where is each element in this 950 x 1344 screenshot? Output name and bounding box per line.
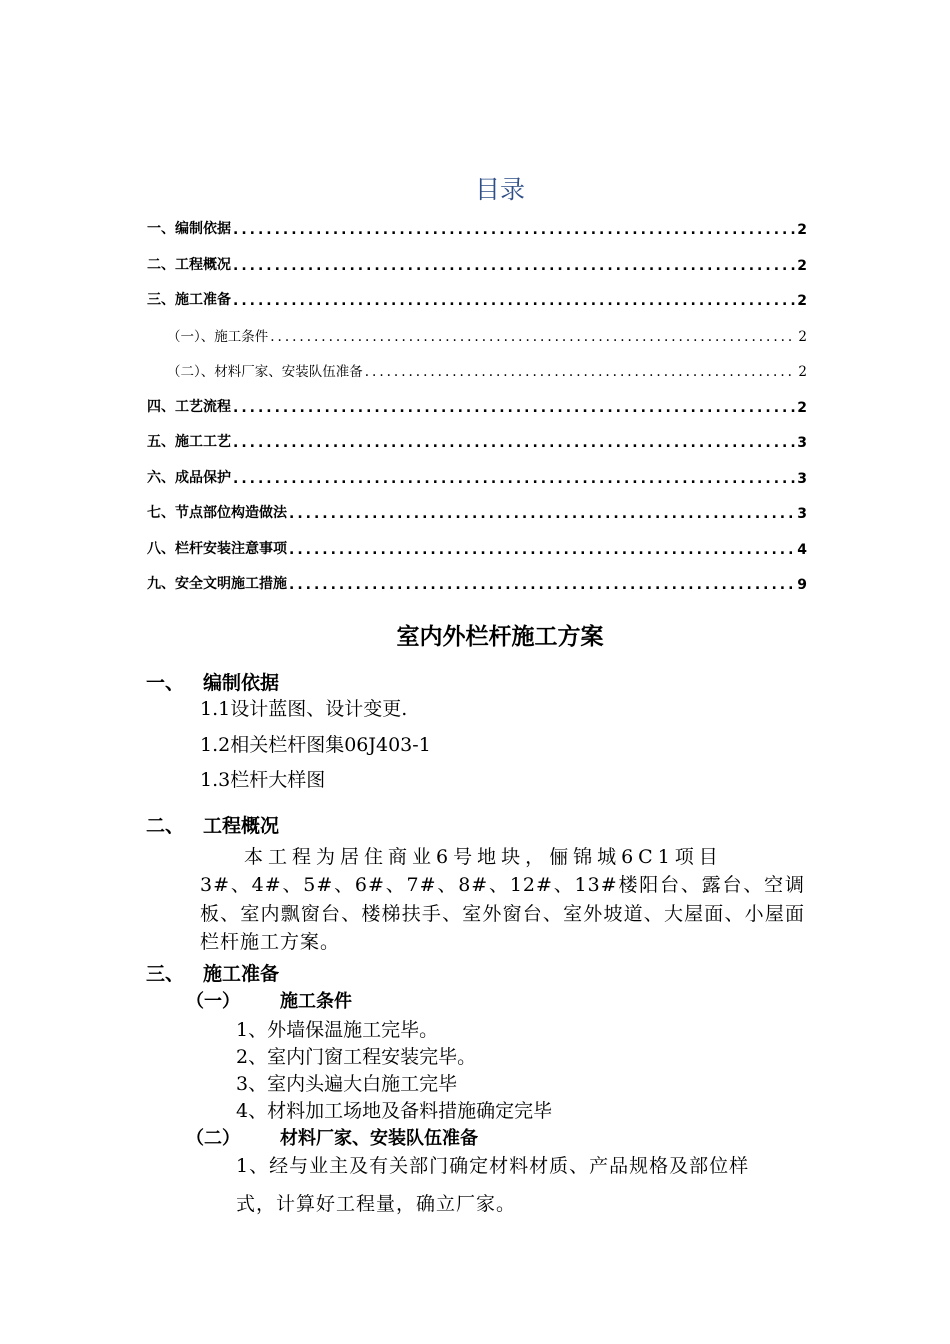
subsection-number: （二） — [186, 1128, 240, 1149]
toc-entry-page: 2 — [797, 222, 807, 238]
toc-entry[interactable] — [147, 218, 807, 238]
toc-subentry[interactable] — [167, 325, 807, 345]
toc-entry-page: 3 — [797, 506, 807, 522]
toc-leader-dots — [289, 577, 795, 593]
list-item: 1.2相关栏杆图集06J403-1 — [200, 734, 431, 756]
toc-entry-label: 三、施工准备 — [147, 292, 231, 308]
toc-leader-dots — [233, 258, 795, 274]
toc-entry-page: 2 — [798, 329, 807, 345]
section-number: 一、 — [146, 672, 185, 694]
toc-entry-page: 2 — [797, 258, 807, 274]
toc-leader-dots — [233, 400, 795, 416]
toc-subentry[interactable] — [167, 360, 807, 380]
list-item-continuation: 式，计算好工程量，确立厂家。 — [236, 1193, 517, 1215]
document-title: 室内外栏杆施工方案 — [396, 623, 604, 650]
toc-entry-label: 七、节点部位构造做法 — [147, 505, 287, 521]
section-number: 三、 — [146, 963, 185, 985]
toc-entry-label: （一）、施工条件 — [167, 329, 269, 345]
subsection-number: （一） — [186, 991, 240, 1012]
toc-leader-dots — [270, 329, 796, 345]
toc-entry-label: 二、工程概况 — [147, 257, 231, 273]
toc-entry[interactable] — [147, 538, 807, 558]
toc-entry-label: 九、安全文明施工措施 — [147, 576, 287, 592]
subsection-heading: 施工条件 — [280, 991, 352, 1012]
list-item: 4、材料加工场地及备料措施确定完毕 — [236, 1100, 553, 1122]
subsection-heading: 材料厂家、安装队伍准备 — [280, 1128, 478, 1149]
section-heading: 施工准备 — [203, 963, 280, 985]
toc-leader-dots — [365, 364, 797, 380]
toc-entry[interactable] — [147, 573, 807, 593]
toc-entry[interactable] — [147, 467, 807, 487]
toc-entry-label: 五、施工工艺 — [147, 434, 231, 450]
section-heading: 编制依据 — [203, 672, 280, 694]
toc-entry-page: 4 — [797, 542, 807, 558]
toc-leader-dots — [233, 293, 795, 309]
paragraph: 3#、4#、5#、6#、7#、8#、12#、13#楼阳台、露台、空调板、室内飘窗台、楼梯扶手、室外窗台、室外坡道、大屋面、小屋面栏杆施工方案。 — [200, 874, 805, 953]
toc-leader-dots — [233, 471, 795, 487]
toc-entry-page: 3 — [797, 435, 807, 451]
paragraph-text: 本工程为居住商业6号地块，俪锦城6C1项目 — [244, 846, 723, 868]
section-heading: 工程概况 — [203, 815, 280, 837]
toc-entry[interactable] — [147, 502, 807, 522]
toc-entry-label: （二）、材料厂家、安装队伍准备 — [167, 364, 363, 380]
toc-entry-page: 3 — [797, 471, 807, 487]
toc-leader-dots — [233, 435, 795, 451]
section-number: 二、 — [146, 815, 185, 837]
list-item: 3、室内头遍大白施工完毕 — [236, 1073, 458, 1095]
paragraph-line — [200, 843, 805, 872]
toc-entry-label: 一、编制依据 — [147, 221, 231, 237]
toc-entry-label: 四、工艺流程 — [147, 399, 231, 415]
list-item: 1.1设计蓝图、设计变更. — [200, 698, 408, 720]
list-item: 1、经与业主及有关部门确定材料材质、产品规格及部位样 — [236, 1155, 750, 1177]
toc-entry[interactable] — [147, 289, 807, 309]
toc-entry-page: 2 — [797, 293, 807, 309]
list-item: 2、室内门窗工程安装完毕。 — [236, 1046, 477, 1068]
toc-entry-page: 9 — [797, 577, 807, 593]
toc-entry[interactable] — [147, 254, 807, 274]
toc-title: 目录 — [474, 175, 525, 204]
toc-leader-dots — [289, 542, 795, 558]
toc-entry-label: 八、栏杆安装注意事项 — [147, 541, 287, 557]
toc-entry[interactable] — [147, 396, 807, 416]
toc-entry-page: 2 — [797, 400, 807, 416]
list-item: 1、外墙保温施工完毕。 — [236, 1019, 439, 1041]
list-item: 1.3栏杆大样图 — [200, 769, 326, 791]
toc-leader-dots — [289, 506, 795, 522]
toc-leader-dots — [233, 222, 795, 238]
toc-entry-page: 2 — [798, 364, 807, 380]
toc-entry[interactable] — [147, 431, 807, 451]
toc-entry-label: 六、成品保护 — [147, 470, 231, 486]
